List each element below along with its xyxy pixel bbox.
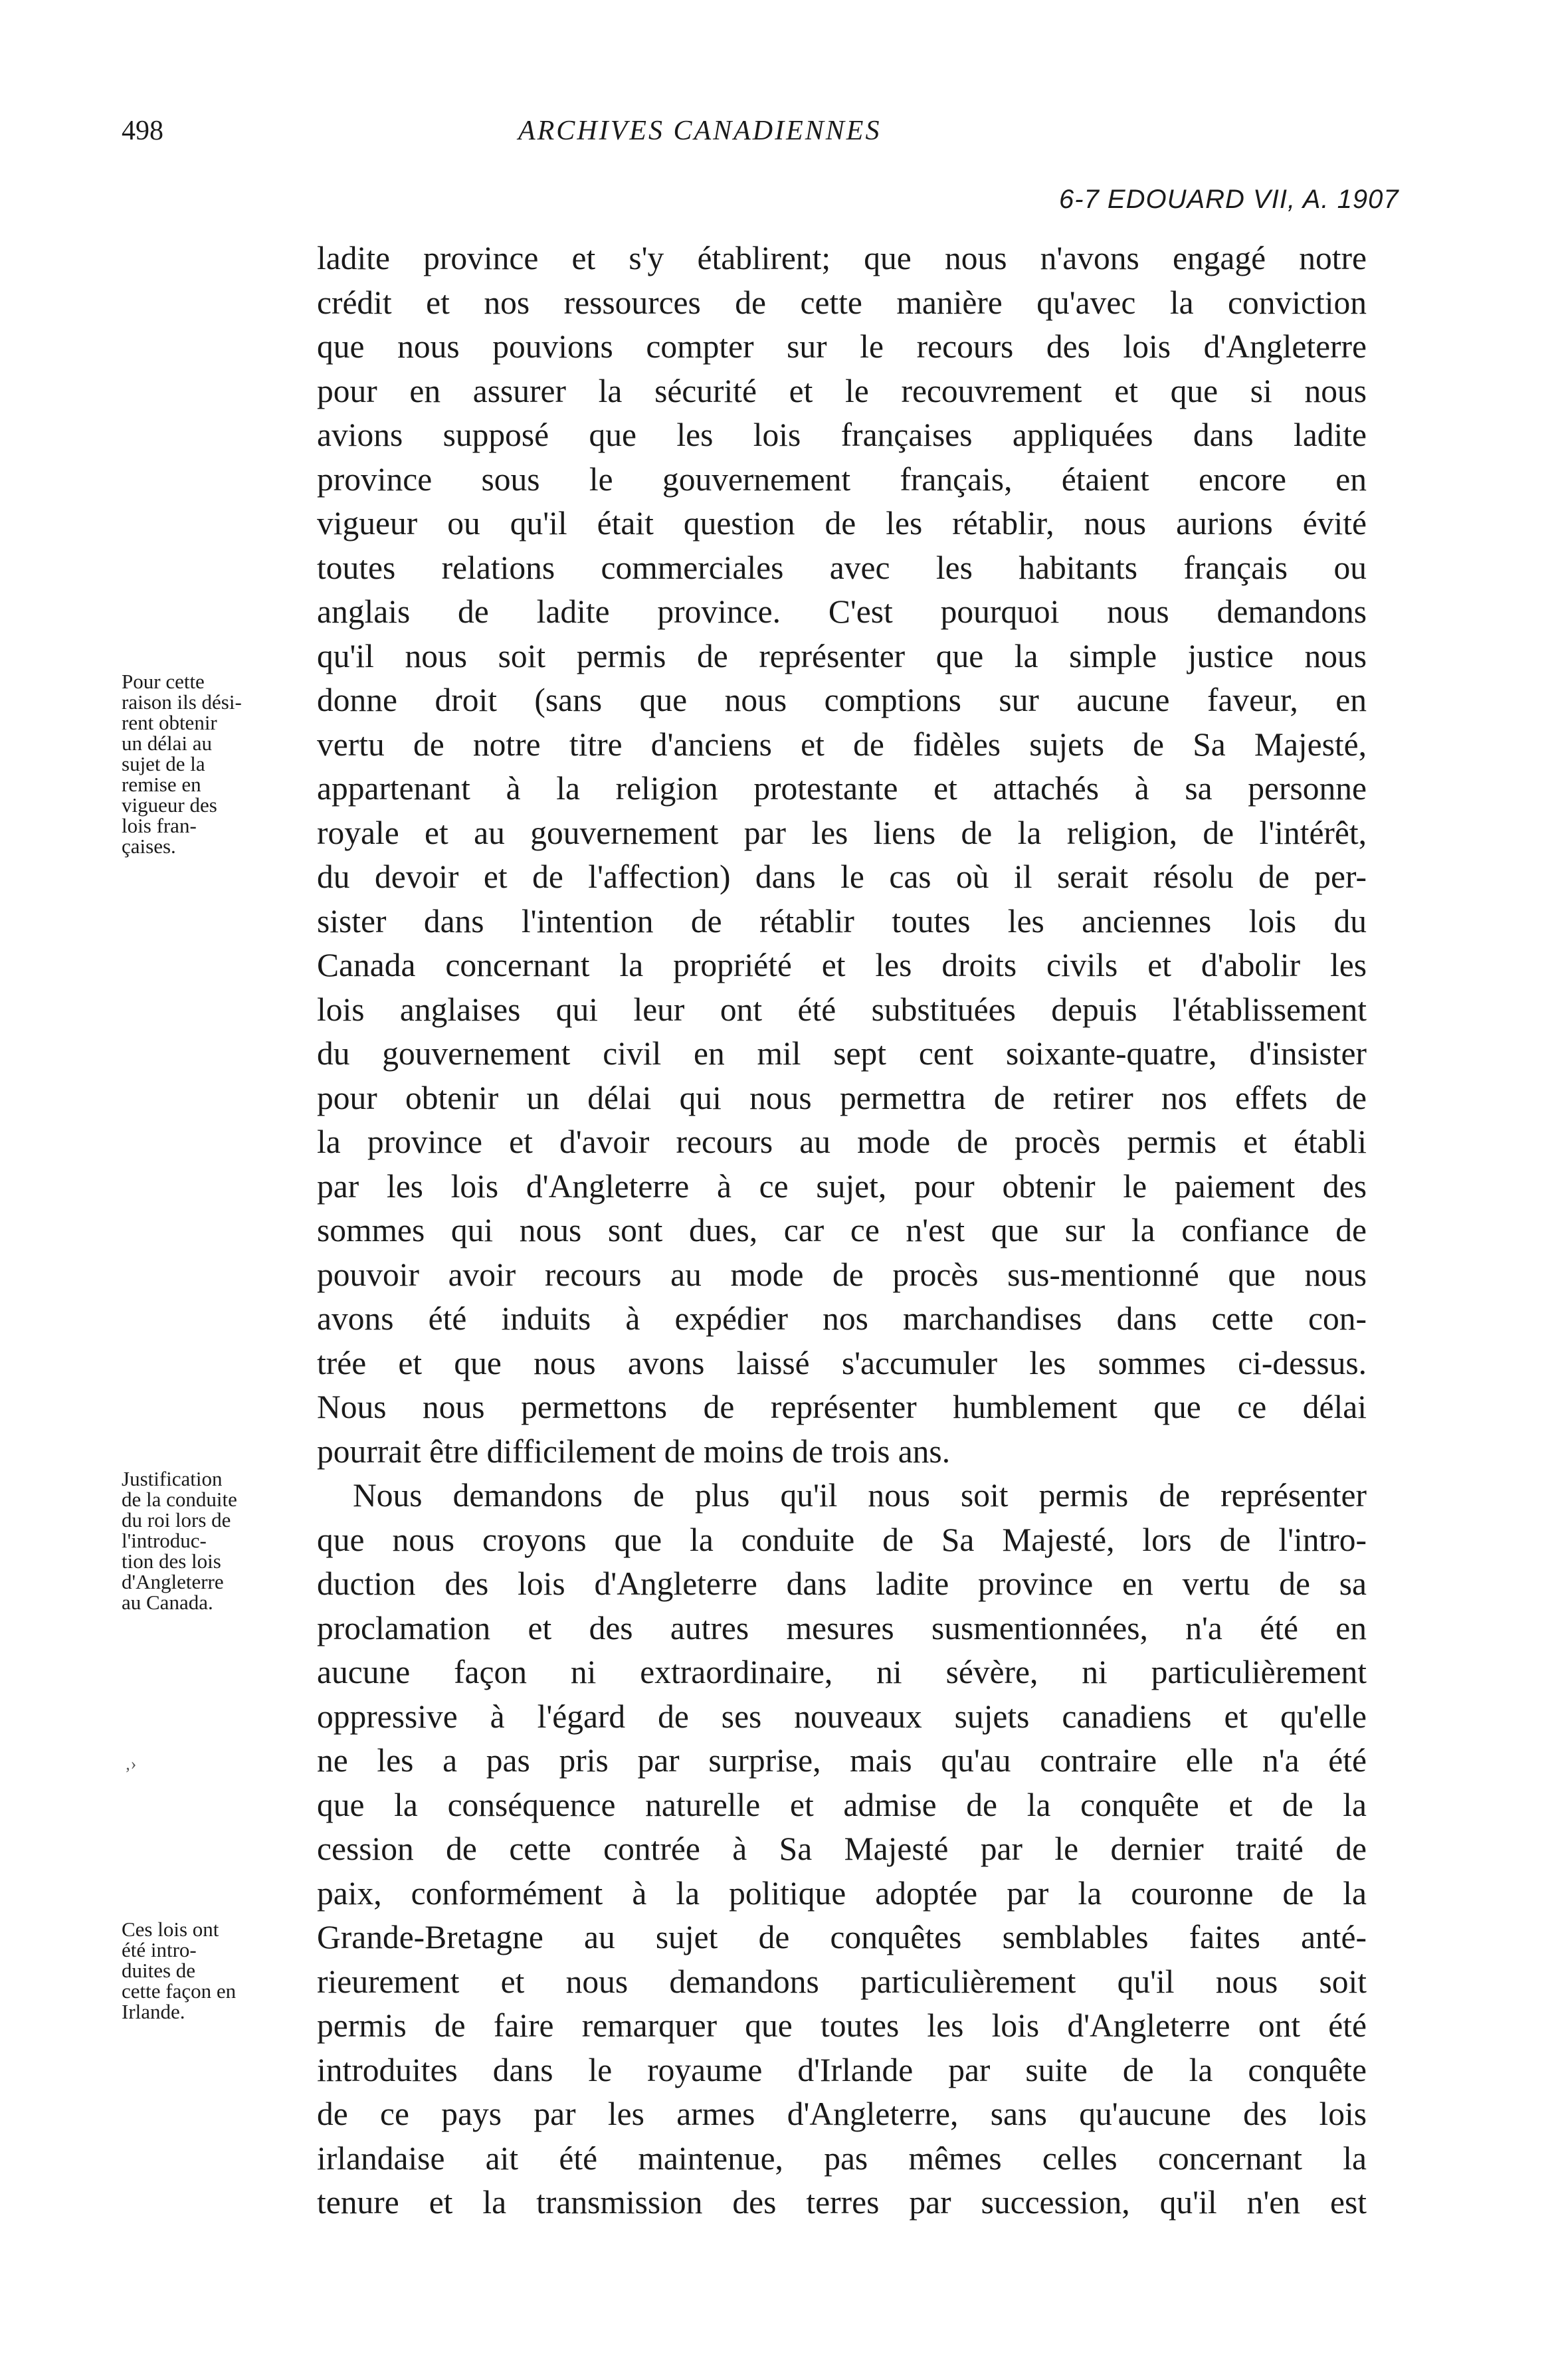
- margin-note-line: de la conduite: [122, 1488, 237, 1511]
- body-line: crédit et nos ressources de cette manière qu'avec la conviction: [317, 284, 1367, 321]
- body-line: royale et au gouvernement par les liens de la religion, de l'intérêt,: [317, 814, 1367, 851]
- margin-note-line: cette façon en: [122, 1979, 237, 2003]
- body-line: sommes qui nous sont dues, car ce n'est que sur la confiance de: [317, 1212, 1367, 1248]
- body-line: Nous demandons de plus qu'il nous soit permis de représenter: [353, 1477, 1367, 1514]
- body-line: Grande-Bretagne au sujet de conquêtes semblables faites anté-: [317, 1919, 1367, 1955]
- margin-note-justification: [122, 1468, 314, 1613]
- margin-note-line: rent obtenir: [122, 711, 217, 734]
- margin-note-line: çaises.: [122, 835, 176, 858]
- body-line: province sous le gouvernement français, étaient encore en: [317, 460, 1367, 498]
- margin-note-line: été intro-: [122, 1938, 197, 1961]
- body-line: vigueur ou qu'il était question de les rétablir, nous aurions évité: [317, 505, 1367, 542]
- body-line: de ce pays par les armes d'Angleterre, sans qu'aucune des lois: [317, 2096, 1367, 2132]
- body-line: ne les a pas pris par surprise, mais qu'au contraire elle n'a été: [317, 1742, 1367, 1779]
- body-line: vertu de notre titre d'anciens et de fidèles sujets de Sa Majesté,: [317, 726, 1367, 763]
- body-line: Canada concernant la propriété et les droits civils et d'abolir les: [317, 947, 1367, 983]
- body-line: pour en assurer la sécurité et le recouvrement et que si nous: [317, 372, 1367, 409]
- margin-note-line: d'Angleterre: [122, 1570, 224, 1593]
- body-line: permis de faire remarquer que toutes les lois d'Angleterre ont été: [317, 2007, 1367, 2044]
- body-line: sister dans l'intention de rétablir toutes les anciennes lois du: [317, 902, 1367, 940]
- margin-note-line: sujet de la: [122, 752, 205, 775]
- body-line: trée et que nous avons laissé s'accumuler les sommes ci-dessus.: [317, 1344, 1367, 1381]
- margin-note-line: Ces lois ont: [122, 1918, 219, 1941]
- body-line: que la conséquence naturelle et admise de la conquête et de la: [317, 1786, 1367, 1823]
- body-line: proclamation et des autres mesures susmentionnées, n'a été en: [317, 1609, 1367, 1646]
- edition-label: 6-7 EDOUARD VII, A. 1907: [1059, 185, 1399, 214]
- body-line: paix, conformément à la politique adoptée par la couronne de la: [317, 1874, 1367, 1912]
- margin-note-line: lois fran-: [122, 814, 197, 837]
- stray-mark: ‚›: [125, 1754, 137, 1773]
- body-line: pourrait être difficilement de moins de trois ans.: [317, 1433, 951, 1470]
- body-line: cession de cette contrée à Sa Majesté par le dernier traité de: [317, 1831, 1367, 1867]
- body-line: avons été induits à expédier nos marchandises dans cette con-: [317, 1300, 1367, 1337]
- body-line: introduites dans le royaume d'Irlande par suite de la conquête: [317, 2051, 1367, 2088]
- margin-note-line: raison ils dési-: [122, 690, 242, 714]
- body-line: tenure et la transmission des terres par succession, qu'il n'en est: [317, 2184, 1367, 2221]
- body-line: que nous croyons que la conduite de Sa Majesté, lors de l'intro-: [317, 1521, 1367, 1558]
- body-line: lois anglaises qui leur ont été substituées depuis l'établissement: [317, 991, 1367, 1028]
- body-line: pouvoir avoir recours au mode de procès sus-mentionné que nous: [317, 1256, 1367, 1293]
- body-line: la province et d'avoir recours au mode de procès permis et établi: [317, 1124, 1367, 1160]
- margin-note-line: Irlande.: [122, 2000, 185, 2023]
- body-line: appartenant à la religion protestante et attachés à sa personne: [317, 770, 1367, 807]
- body-line: du devoir et de l'affection) dans le cas où il serait résolu de per-: [317, 858, 1367, 895]
- margin-note-line: du roi lors de: [122, 1508, 231, 1532]
- margin-note-ireland: [122, 1919, 314, 2022]
- body-text: [317, 237, 1367, 2225]
- margin-note-line: un délai au: [122, 732, 213, 755]
- margin-note-line: tion des lois: [122, 1549, 221, 1573]
- margin-note-line: au Canada.: [122, 1591, 213, 1614]
- body-line: qu'il nous soit permis de représenter que la simple justice nous: [317, 637, 1367, 674]
- body-line: par les lois d'Angleterre à ce sujet, pour obtenir le paiement des: [317, 1167, 1367, 1205]
- margin-note-line: remise en: [122, 773, 201, 796]
- page-number: 498: [122, 116, 163, 146]
- body-line: duction des lois d'Angleterre dans ladite province en vertu de sa: [317, 1565, 1367, 1602]
- body-line: Nous nous permettons de représenter humblement que ce délai: [317, 1389, 1367, 1425]
- margin-note-line: Justification: [122, 1467, 223, 1490]
- body-line: que nous pouvions compter sur le recours des lois d'Angleterre: [317, 328, 1367, 365]
- margin-note-reason: [122, 671, 314, 856]
- body-line: irlandaise ait été maintenue, pas mêmes celles concernant la: [317, 2139, 1367, 2177]
- margin-note-line: vigueur des: [122, 793, 217, 817]
- body-line: donne droit (sans que nous comptions sur aucune faveur, en: [317, 682, 1367, 718]
- body-line: aucune façon ni extraordinaire, ni sévère, ni particulièrement: [317, 1654, 1367, 1690]
- body-line: du gouvernement civil en mil sept cent soixante-quatre, d'insister: [317, 1035, 1367, 1072]
- body-line: ladite province et s'y établirent; que nous n'avons engagé notre: [317, 240, 1367, 276]
- margin-note-line: l'introduc-: [122, 1529, 207, 1552]
- body-line: pour obtenir un délai qui nous permettra de retirer nos effets de: [317, 1079, 1367, 1116]
- margin-note-line: Pour cette: [122, 670, 205, 693]
- body-line: toutes relations commerciales avec les habitants français ou: [317, 549, 1367, 586]
- body-line: avions supposé que les lois françaises appliquées dans ladite: [317, 417, 1367, 453]
- running-title: ARCHIVES CANADIENNES: [518, 116, 882, 146]
- body-line: rieurement et nous demandons particulièrement qu'il nous soit: [317, 1963, 1367, 2000]
- margin-note-line: duites de: [122, 1959, 196, 1982]
- body-line: anglais de ladite province. C'est pourquoi nous demandons: [317, 593, 1367, 630]
- body-line: oppressive à l'égard de ses nouveaux sujets canadiens et qu'elle: [317, 1698, 1367, 1735]
